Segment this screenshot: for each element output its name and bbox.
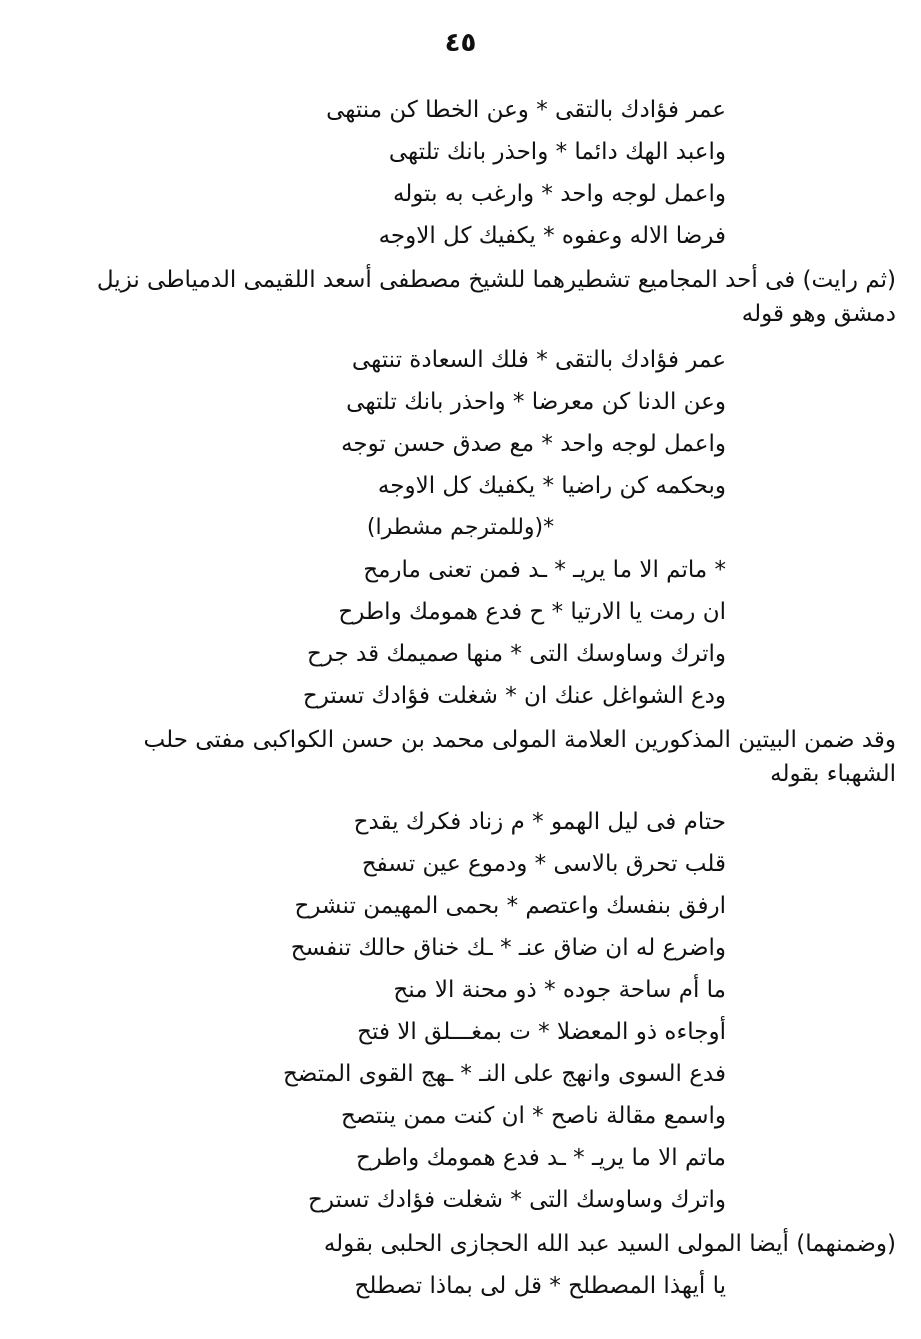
verse-line: حتام فى ليل الهمو * م زناد فكرك يقدح <box>353 809 726 835</box>
verse-line: ان رمت يا الارتيا * ح فدع همومك واطرح <box>338 599 726 625</box>
prose-line: (ثم رايت) فى أحد المجاميع تشطيرهما للشيخ مصطفى أسعد اللقيمى الدمياطى نزيل <box>96 267 896 293</box>
verse-line: فرضا الاله وعفوه * يكفيك كل الاوجه <box>378 223 726 249</box>
verse-line: واترك وساوسك التى * منها صميمك قد جرح <box>306 641 726 667</box>
verse-line: واضرع له ان ضاق عنـ * ـك خناق حالك تنفسح <box>290 935 726 961</box>
verse-line: يا أيهذا المصطلح * قل لى بماذا تصطلح <box>354 1273 726 1299</box>
prose-line: دمشق وهو قوله <box>741 301 896 327</box>
verse-line: عمر فؤادك بالتقى * وعن الخطا كن منتهى <box>326 97 726 123</box>
verse-line: وعن الدنا كن معرضا * واحذر بانك تلتهى <box>346 389 726 415</box>
verse-line: واترك وساوسك التى * شغلت فؤادك تسترح <box>308 1187 726 1213</box>
prose-line: وقد ضمن البيتين المذكورين العلامة المولى محمد بن حسن الكواكبى مفتى حلب <box>143 727 896 753</box>
verse-line: وبحكمه كن راضيا * يكفيك كل الاوجه <box>377 473 726 499</box>
verse-line: واعبد الهك دائما * واحذر بانك تلتهى <box>388 139 726 165</box>
prose-line: (وضمنهما) أيضا المولى السيد عبد الله الحجازى الحلبى بقوله <box>323 1231 896 1257</box>
verse-line: واعمل لوجه واحد * مع صدق حسن توجه <box>341 431 726 457</box>
page-number: ٤٥ <box>444 28 477 58</box>
verse-line: واعمل لوجه واحد * وارغب به بتوله <box>392 181 726 207</box>
verse-line: واسمع مقالة ناصح * ان كنت ممن ينتصح <box>340 1103 726 1129</box>
translator-note: *(وللمترجم مشطرا) <box>366 515 555 540</box>
verse-line: عمر فؤادك بالتقى * فلك السعادة تنتهى <box>351 347 726 373</box>
verse-line: قلب تحرق بالاسى * ودموع عين تسفح <box>361 851 726 877</box>
verse-line: أوجاءه ذو المعضلا * ت بمغـــلق الا فتح <box>357 1019 726 1045</box>
verse-line: ماتم الا ما يريـ * ـد فدع همومك واطرح <box>355 1145 726 1171</box>
verse-line: فدع السوى وانهج على النـ * ـهج القوى المتضح <box>282 1061 726 1087</box>
prose-line: الشهباء بقوله <box>770 761 896 787</box>
verse-line: * ماتم الا ما يريـ * ـد فمن تعنى مارمح <box>363 557 726 583</box>
verse-line: ما أم ساحة جوده * ذو محنة الا منح <box>393 977 726 1003</box>
verse-line: ارفق بنفسك واعتصم * بحمى المهيمن تنشرح <box>294 893 726 919</box>
verse-line: ودع الشواغل عنك ان * شغلت فؤادك تسترح <box>302 683 726 709</box>
